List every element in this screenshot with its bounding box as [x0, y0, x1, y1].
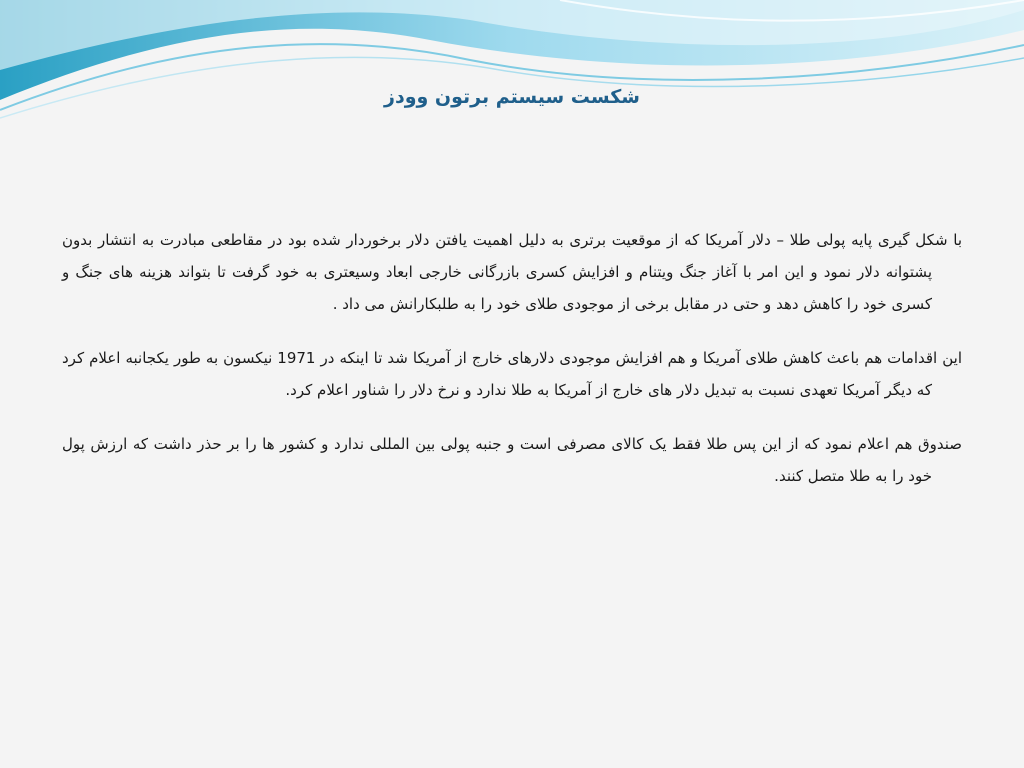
slide-title: شکست سیستم برتون وودز	[384, 86, 640, 108]
slide-body	[62, 224, 962, 514]
paragraph-1: با شکل گیری پایه پولی طلا – دلار آمریکا که از موقعیت برتری به دلیل اهمیت یافتن دلار برخوردار شده بود در مقاطعی مبادرت به انتشار بدون پشتوانه دلار نمود و این امر با آغاز جنگ ویتنام و افزایش کسری بازرگانی خارجی ابعاد وسیعتری به خود گرفت تا بتواند هزینه های جنگ و کسری خود را کاهش دهد و حتی در مقابل برخی از موجودی طلای خود را به طلبکارانش می داد .	[62, 231, 962, 313]
paragraph-3: صندوق هم اعلام نمود که از این پس طلا فقط یک کالای مصرفی است و جنبه پولی بین المللی ندارد و کشور ها را بر حذر داشت که ارزش پول خود را به طلا متصل کنند.	[62, 435, 962, 485]
paragraph-2: این اقدامات هم باعث کاهش طلای آمریکا و هم افزایش موجودی دلارهای خارج از آمریکا شد تا اینکه در 1971 نیکسون به طور یکجانبه اعلام کرد که دیگر آمریکا تعهدی نسبت به تبدیل دلار های خارج از آمریکا به طلا ندارد و نرخ دلار را شناور اعلام کرد.	[62, 349, 963, 399]
